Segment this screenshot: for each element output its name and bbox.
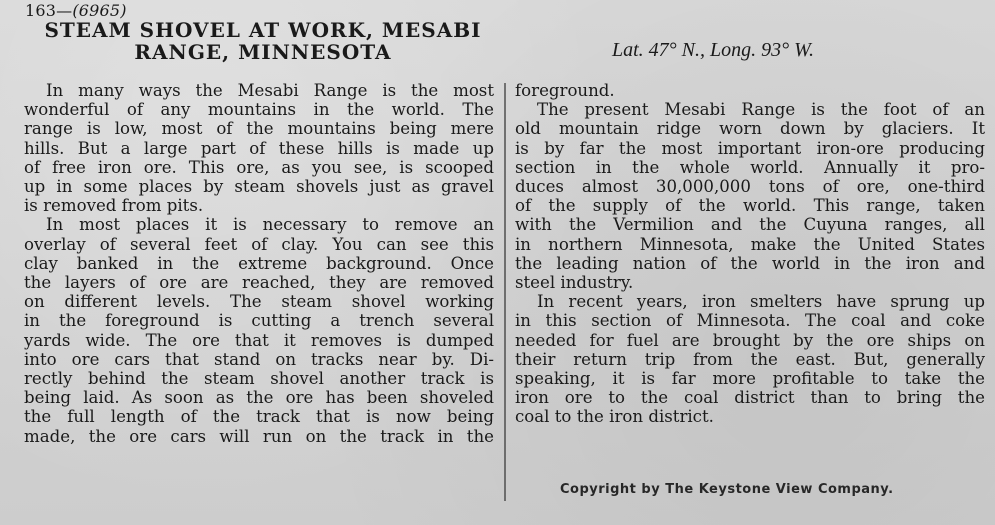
column-divider	[504, 83, 506, 501]
body-line: foreground.	[515, 81, 615, 100]
catalog-number-paren: (6965)	[72, 1, 127, 20]
right-column	[515, 81, 985, 427]
body-line: range is low, most of the mountains being mere	[24, 119, 494, 139]
body-line: In most places it is necessary to remove an	[46, 215, 494, 235]
body-line: old mountain ridge worn down by glaciers. It	[515, 119, 985, 139]
title-line-2: RANGE, MINNESOTA	[134, 40, 392, 64]
body-line: the layers of ore are reached, they are removed	[24, 273, 494, 293]
coordinates: Lat. 47° N., Long. 93° W.	[612, 39, 814, 61]
body-line: section in the whole world. Annually it pro-	[515, 157, 985, 177]
body-line: in the foreground is cutting a trench several	[24, 311, 494, 331]
body-line: made, the ore cars will run on the track in the	[24, 426, 494, 446]
body-line: iron ore to the coal district than to bring the	[515, 388, 985, 408]
body-line: In many ways the Mesabi Range is the most	[46, 81, 494, 100]
body-line: speaking, it is far more profitable to take the	[515, 369, 985, 389]
page-title	[28, 19, 498, 63]
body-line: of the supply of the world. This range, taken	[515, 196, 985, 216]
body-line: the full length of the track that is now being	[24, 407, 494, 427]
body-line: is removed from pits.	[24, 196, 204, 216]
body-line: is by far the most important iron-ore producing	[515, 138, 985, 158]
body-line: yards wide. The ore that it removes is dumped	[24, 330, 494, 350]
body-line: with the Vermilion and the Cuyuna ranges, all	[515, 215, 985, 235]
body-line: on different levels. The steam shovel working	[24, 292, 494, 312]
body-line: duces almost 30,000,000 tons of ore, one-third	[515, 177, 985, 197]
body-line: clay banked in the extreme background. Once	[24, 253, 494, 273]
body-line: steel industry.	[515, 273, 634, 293]
body-line: in this section of Minnesota. The coal and coke	[515, 311, 985, 331]
body-line: coal to the iron district.	[515, 407, 714, 427]
body-line: hills. But a large part of these hills is made up	[24, 138, 494, 158]
body-line: up in some places by steam shovels just as gravel	[24, 177, 494, 197]
body-line: into ore cars that stand on tracks near by. Di-	[24, 349, 494, 369]
body-line: overlay of several feet of clay. You can see this	[24, 234, 494, 254]
body-line: needed for fuel are brought by the ore ships on	[515, 330, 985, 350]
body-line: The present Mesabi Range is the foot of an	[537, 100, 985, 120]
body-line: rectly behind the steam shovel another track is	[24, 369, 494, 389]
body-line: in northern Minnesota, make the United States	[515, 234, 985, 254]
body-line: the leading nation of the world in the iron and	[515, 253, 985, 273]
body-line: their return trip from the east. But, generally	[515, 349, 985, 369]
body-line: being laid. As soon as the ore has been shoveled	[24, 388, 494, 408]
body-line: of free iron ore. This ore, as you see, is scooped	[24, 157, 494, 177]
body-line: wonderful of any mountains in the world. The	[24, 100, 494, 120]
catalog-number-main: 163—	[25, 1, 73, 20]
body-line: In recent years, iron smelters have sprung up	[537, 292, 985, 312]
left-column	[24, 81, 494, 446]
copyright-notice: Copyright by The Keystone View Company.	[560, 482, 894, 497]
title-line-1: STEAM SHOVEL AT WORK, MESABI	[44, 18, 482, 42]
